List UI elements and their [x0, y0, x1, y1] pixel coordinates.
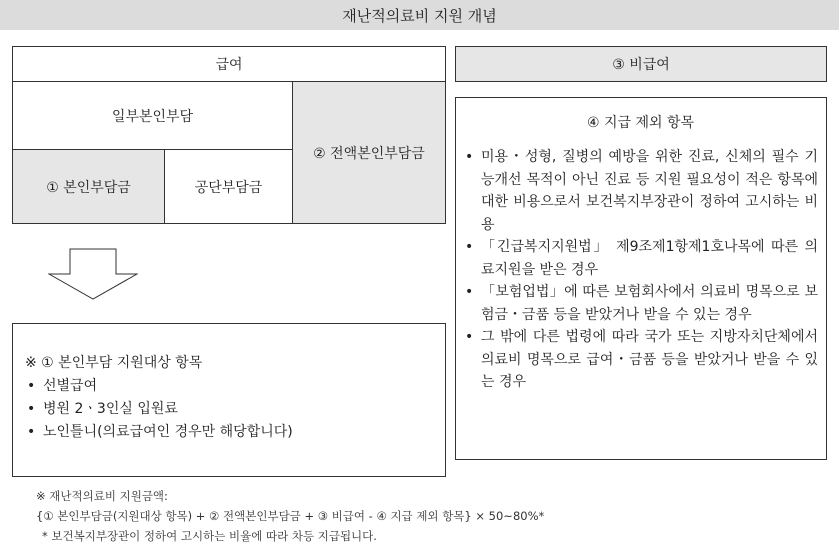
self-pay-box	[12, 149, 165, 224]
footnote-note: * 보건복지부장관이 정하여 고시하는 비율에 따라 차등 지급됩니다.	[42, 529, 377, 543]
exclusions-box	[455, 97, 827, 460]
noncovered-header	[455, 46, 827, 82]
page-title: 재난적의료비 지원 개념	[342, 6, 497, 25]
list-item: • 「긴급복지지원법」 제9조제1항제1호나목에 따른 의료지원을 받은 경우	[463, 236, 818, 281]
exclusions-list	[463, 146, 818, 394]
list-item: • 그 밖에 다른 법령에 따라 국가 또는 지방자치단체에서 의료비 명목으로 급여・금품 등을 받았거나 받을 수 있는 경우	[463, 326, 818, 394]
title-bar	[0, 0, 839, 30]
list-item: • 선별급여	[25, 375, 445, 398]
selfpay-support-box	[12, 323, 446, 477]
partial-self-pay-label: 일부본인부담	[111, 108, 194, 125]
covered-header-label: 급여	[215, 57, 243, 73]
selfpay-support-list	[25, 375, 445, 444]
list-item: • 미용・성형, 질병의 예방을 위한 진료, 신체의 필수 기능개선 목적이 아닌 진료 등 지원 필요성이 적은 항목에 대한 비용으로서 보건복지부장관이 정하여 고시하는 비용	[463, 146, 818, 236]
covered-header	[12, 46, 446, 82]
full-self-pay-label: ② 전액본인부담금	[313, 145, 425, 162]
down-arrow-icon	[48, 248, 138, 300]
noncovered-header-label: ③ 비급여	[612, 57, 670, 73]
footnote-line1: ※ 재난적의료비 지원금액:	[36, 489, 168, 503]
corp-pay-label: 공단부담금	[194, 179, 263, 196]
self-pay-label: ① 본인부담금	[46, 179, 131, 196]
list-item: • 「보험업법」에 따른 보험회사에서 의료비 명목으로 보험금・금품 등을 받았거나 받을 수 있는 경우	[463, 281, 818, 326]
exclusions-title: ④ 지급 제외 항목	[586, 115, 695, 131]
corp-pay-box	[164, 149, 293, 224]
list-item: • 노인틀니(의료급여인 경우만 해당합니다)	[25, 421, 445, 444]
footnote-formula: {① 본인부담금(지원대상 항목) + ② 전액본인부담금 + ③ 비급여 - ④ 지급 제외 항목} × 50~80%*	[36, 509, 545, 523]
full-self-pay-box	[292, 81, 446, 224]
footnote	[36, 486, 826, 546]
list-item: • 병원 2ㆍ3인실 입원료	[25, 398, 445, 421]
selfpay-support-title: ※ ① 본인부담 지원대상 항목	[25, 355, 203, 371]
partial-self-pay-box	[12, 81, 293, 150]
